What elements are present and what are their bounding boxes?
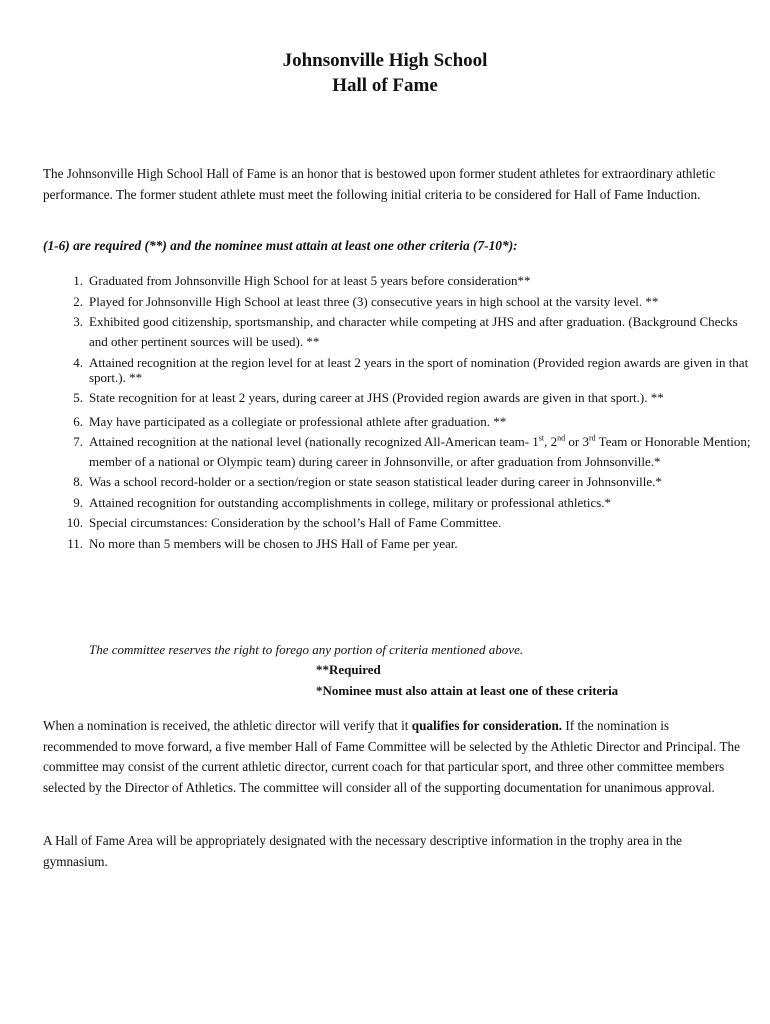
item-number: 4.	[73, 355, 83, 370]
committee-note: The committee reserves the right to forego any portion of criteria mentioned above.	[89, 642, 524, 657]
legend-minimum: *Nominee must also attain at least one of these criteria	[316, 683, 619, 698]
item-text: No more than 5 members will be chosen to JHS Hall of Fame per year.	[89, 535, 458, 551]
hall-area-paragraph: A Hall of Fame Area will be appropriately designated with the necessary descriptive information in the trophy area in the gymnasium.	[43, 833, 683, 869]
document-title	[0, 48, 770, 98]
item-text-part: Team or Honorable Mention; member of a national or Olympic team) during career in Johnsonville, or after graduation from Johnsonville.*	[89, 434, 751, 469]
item-number: 11.	[67, 535, 83, 551]
ordinal-suffix: nd	[557, 433, 566, 443]
paragraph-text: When a nomination is received, the athletic director will verify that it	[43, 718, 412, 733]
paragraph-emphasis: qualifies for consideration.	[411, 718, 563, 733]
title-line-hall: Hall of Fame	[332, 75, 438, 96]
item-number: 10.	[66, 515, 83, 530]
list-item	[43, 493, 755, 513]
item-text: Was a school record-holder or a section/region or state season statistical leader during career in Johnsonville.*	[89, 474, 662, 489]
list-item	[43, 472, 755, 492]
intro-paragraph: The Johnsonville High School Hall of Fame is an honor that is bestowed upon former student athletes for extraordinary athletic performance. The former student athlete must meet the following initial criteria to be considered for Hall of Fame Induction.	[43, 166, 716, 202]
item-number: 8.	[73, 474, 83, 489]
item-text-part: , 2	[544, 434, 558, 449]
item-text: Attained recognition at the region level for at least 2 years in the sport of nomination (Provided region awards are given in that sport.). **	[89, 355, 749, 385]
item-text: Played for Johnsonville High School at least three (3) consecutive years in high school at the varsity level. **	[89, 293, 659, 309]
ordinal-suffix: rd	[588, 433, 596, 443]
list-item	[43, 292, 755, 312]
list-item	[43, 412, 755, 432]
legend-required: **Required	[316, 662, 381, 677]
list-item	[43, 432, 755, 471]
list-item	[43, 513, 755, 533]
item-number: 5.	[73, 390, 83, 405]
list-item	[43, 534, 755, 554]
item-text: State recognition for at least 2 years, during career at JHS (Provided region awards are given in that sport.). **	[89, 390, 664, 405]
item-number: 6.	[73, 413, 83, 429]
nomination-paragraph	[43, 716, 743, 798]
item-number: 7.	[73, 434, 83, 449]
item-text: Special circumstances: Consideration by the school’s Hall of Fame Committee.	[89, 515, 502, 530]
list-item	[43, 355, 755, 385]
paragraph-text: If the nomination is recommended to move forward, a five member Hall of Fame Committee will be selected by the Athletic Director and Principal. The committee may consist of the current athletic director, current coach for that particular sport, and three other committee members selected by the Director of Athletics. The committee will consider all of the supporting documentation for unanimous approval.	[43, 718, 741, 795]
item-text: Graduated from Johnsonville High School for at least 5 years before consideration**	[89, 273, 531, 288]
list-item	[43, 388, 755, 408]
requirement-note: (1-6) are required (**) and the nominee must attain at least one other criteria (7-10*):	[43, 238, 518, 253]
item-text: Attained recognition for outstanding accomplishments in college, military or professional athletics.*	[89, 494, 612, 510]
item-number: 1.	[73, 273, 83, 288]
item-text-part: Attained recognition at the national level (nationally recognized All-American team- 1	[89, 434, 539, 449]
ordinal-suffix: st	[538, 433, 545, 443]
item-text: May have participated as a collegiate or professional athlete after graduation. **	[89, 413, 507, 429]
item-text-part: or 3	[565, 434, 589, 449]
title-line-school: Johnsonville High School	[282, 50, 488, 71]
item-number: 3.	[73, 314, 83, 329]
item-number: 9.	[73, 494, 83, 510]
item-number: 2.	[73, 293, 83, 309]
list-item	[43, 312, 755, 351]
item-text	[89, 434, 750, 469]
item-text: Exhibited good citizenship, sportsmanship, and character while competing at JHS and after graduation. (Background Checks and other pertinent sources will be used). **	[89, 314, 738, 349]
criteria-list	[43, 271, 755, 554]
list-item	[43, 271, 755, 291]
